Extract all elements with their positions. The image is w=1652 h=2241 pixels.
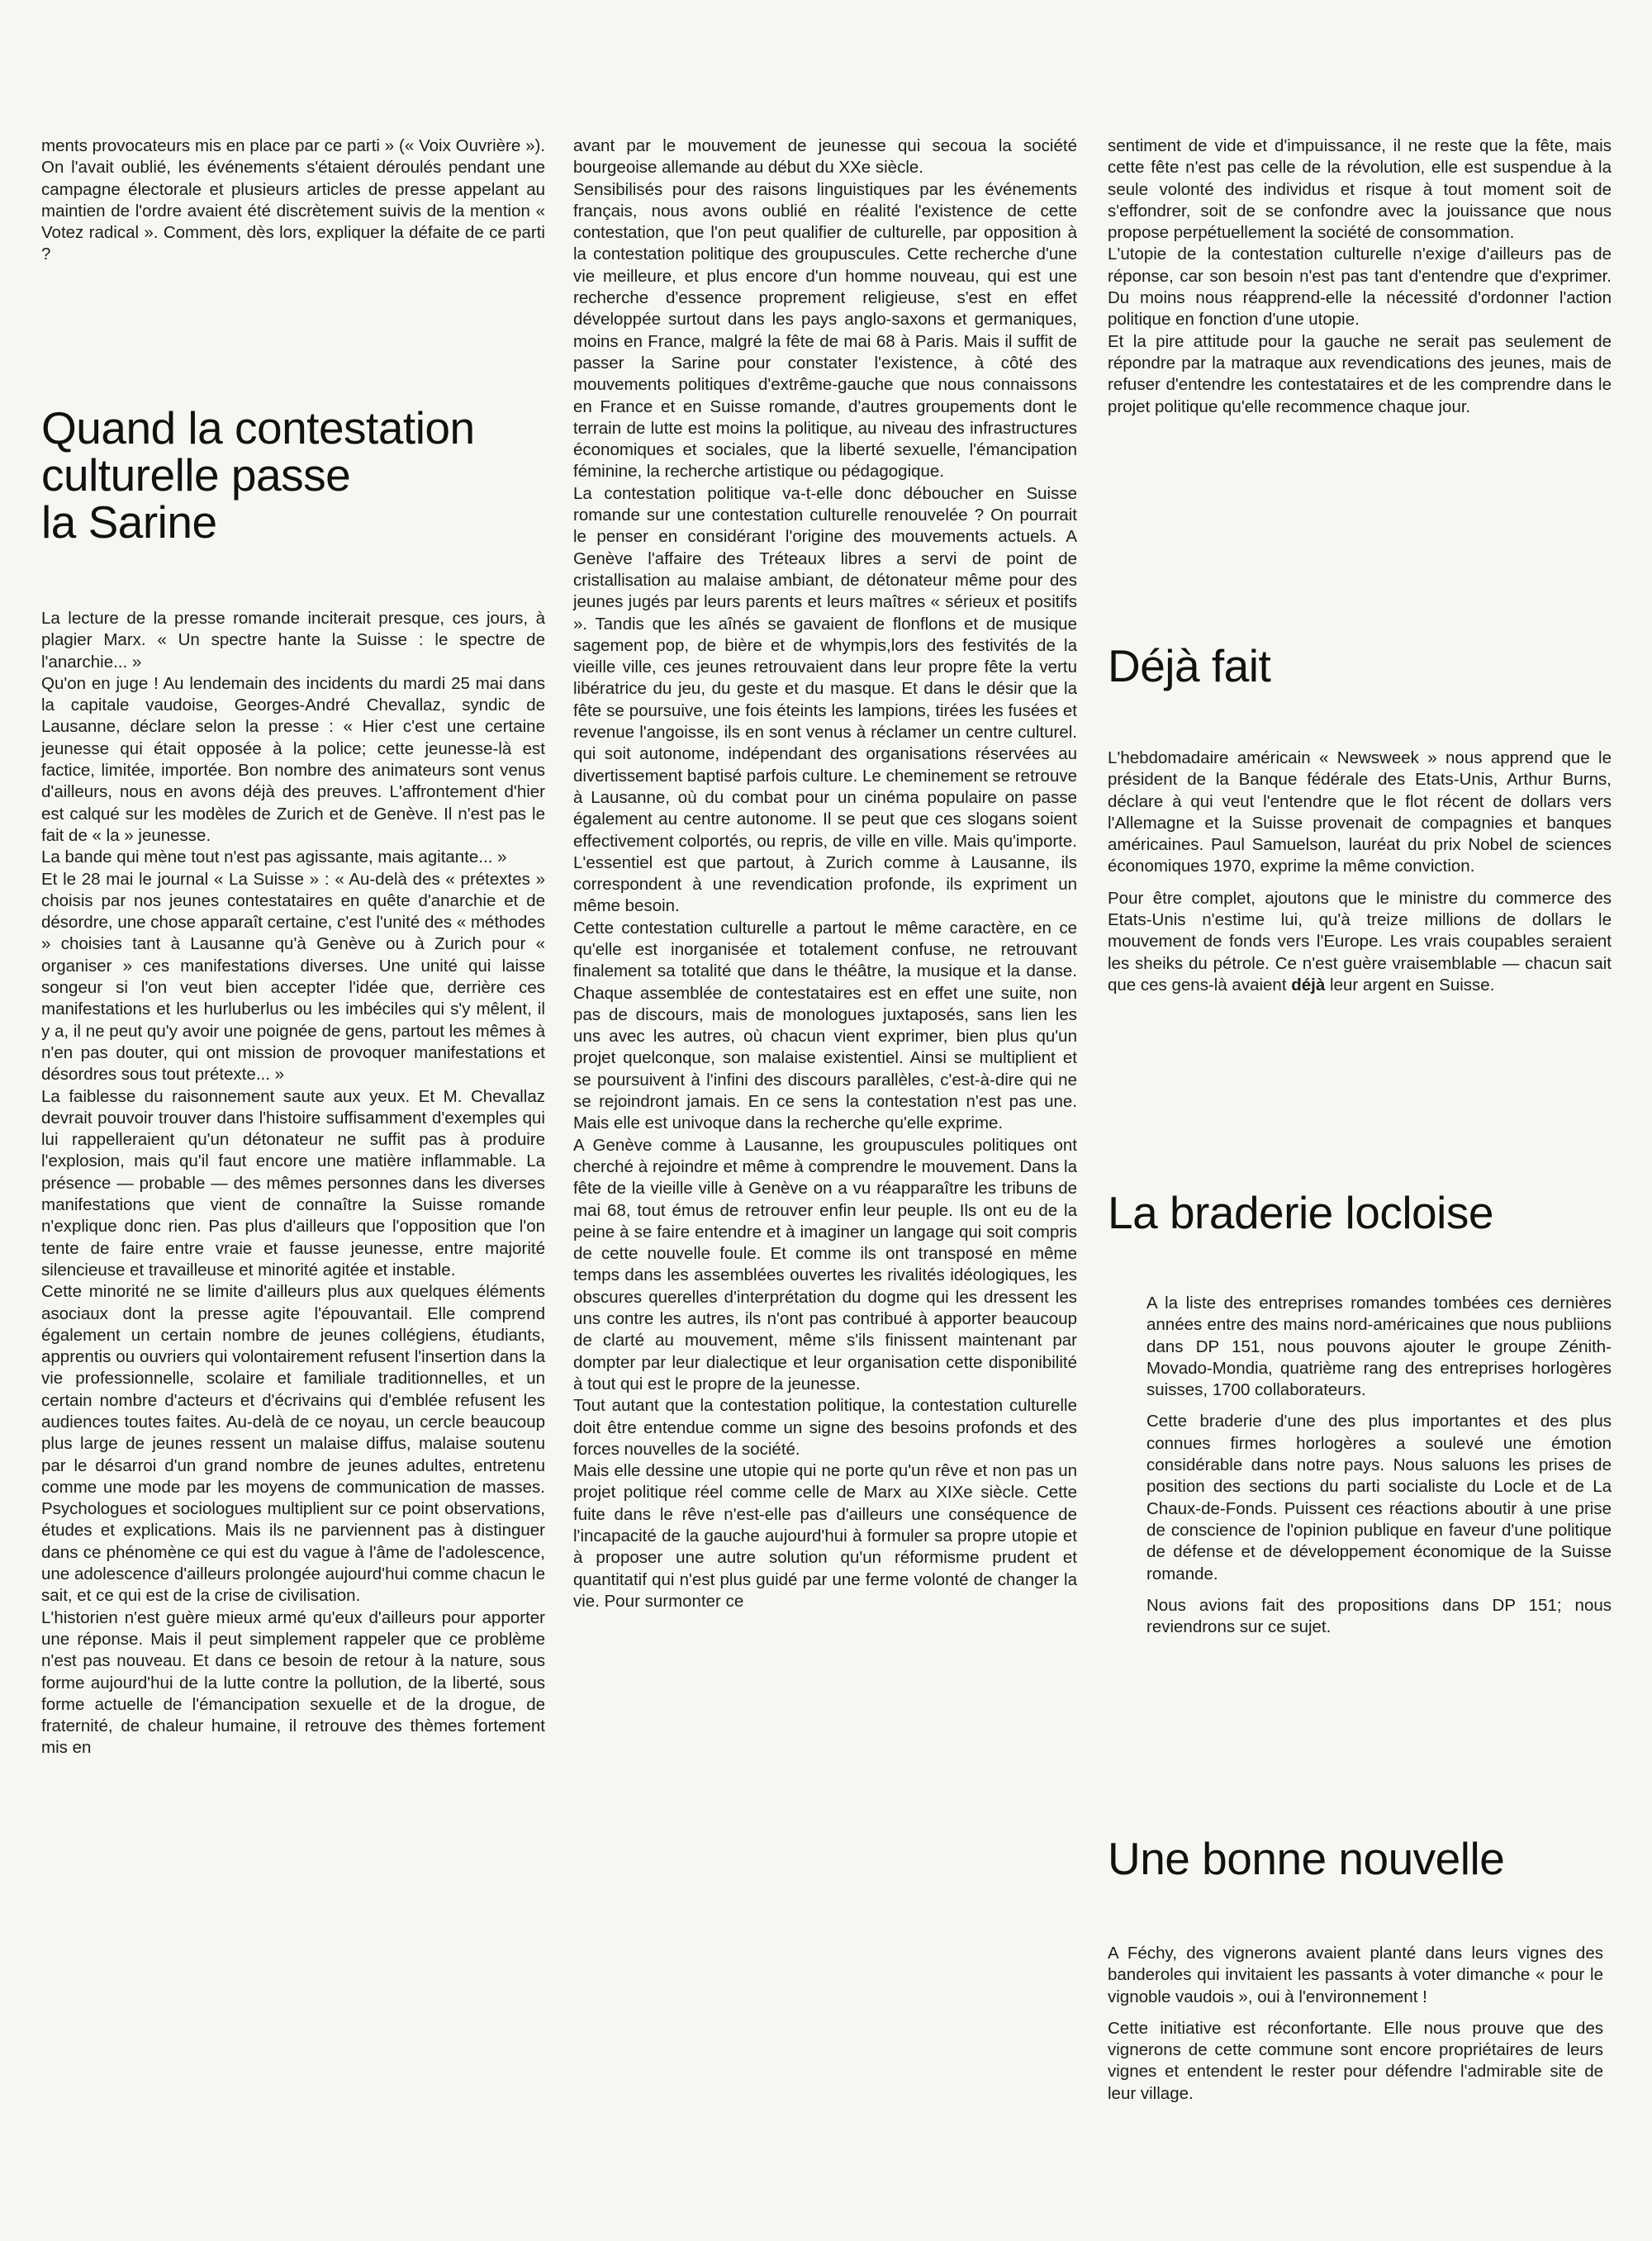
article-paragraph: Cette minorité ne se limite d'ailleurs plus aux quelques éléments asociaux dont la presse agite l'épouvantail. Elle comprend également un certain nombre de jeunes collégiens, étudiants, apprentis ou ouvriers qui volontairement refusent l'insertion dans la vie professionnelle, scolaire et familiale traditionnelles, et un certain nombre d'acteurs et d'écrivains qui d'emblée refusent les audiences toutes faites. Au-delà de ce noyau, un cercle beaucoup plus large de jeunes ressent un malaise diffus, malaise soutenu par le désarroi d'un grand nombre de jeunes adultes, entretenu comme une mode par les moyens de communication de masses. Psychologues et sociologues multiplient sur ce point observations, études et explications. Mais ils ne parviennent pas à distinguer dans ce phénomène ce qui est du vague à l'âme de l'adolescence, une adolescence d'ailleurs prolongée aujourd'hui comme chacun le sait, et ce qui est de la crise de civilisation.	[41, 1282, 545, 1606]
article-bonne-nouvelle	[1108, 1943, 1603, 2105]
article-paragraph: Qu'on en juge ! Au lendemain des incidents du mardi 25 mai dans la capitale vaudoise, Georges-André Chevallaz, syndic de Lausanne, déclare selon la presse : « Hier c'est une certaine jeunesse qui était opposée à la police; cette jeunesse-là est factice, limitée, importée. Bon nombre des animateurs sont venus d'ailleurs, nous en avons déjà des preuves. L'affrontement d'hier est calqué sur les modèles de Zurich et de Genève. Il n'est pas le fait de « la » jeunesse.	[41, 673, 545, 845]
headline-line: Quand la contestation	[41, 402, 475, 453]
headline-deja-fait: Déjà fait	[1108, 640, 1271, 691]
article-paragraph: A Genève comme à Lausanne, les groupuscules politiques ont cherché à rejoindre et même à comprendre le mouvement. Dans la fête de la vieille ville à Genève on a vu réapparaître les tribuns de mai 68, tout émus de retrouver enfin leur peuple. Ils ont eu de la peine à se faire entendre et à imaginer un langage qui soit compris de cette nouvelle foule. Et comme ils ont transposé en même temps dans les assemblées ouvertes les rivalités idéologiques, les obscures querelles d'interprétation du dogme qui les dressent les uns contre les autres, ils n'ont pas contribué à apporter beaucoup de clarté au mouvement, même s'ils finissent maintenant par dompter par leur dialectique et leur organisation cette disponibilité à tout qui est le propre de la jeunesse.	[573, 1135, 1077, 1394]
article-paragraph: La lecture de la presse romande inciterait presque, ces jours, à plagier Marx. « Un spectre hante la Suisse : le spectre de l'anarchie... »	[41, 609, 545, 672]
column-2	[573, 135, 1077, 1612]
article-contestation-col1	[41, 608, 545, 1759]
headline-bonne-nouvelle: Une bonne nouvelle	[1108, 1833, 1505, 1884]
column-3	[1108, 135, 1612, 418]
emphasis-text: déjà	[1291, 975, 1326, 995]
article-paragraph: L'historien n'est guère mieux armé qu'eux d'ailleurs pour apporter une réponse. Mais il peut simplement rappeler que ce problème n'est pas nouveau. Et dans ce besoin de retour à la nature, sous forme aujourd'hui de la lutte contre la pollution, de la liberté, sous forme actuelle de l'émancipation sexuelle et de la drogue, de fraternité, de chaleur humaine, il retrouve des thèmes fortement mis en	[41, 1607, 545, 1758]
article-paragraph: Sensibilisés pour des raisons linguistiques par les événements français, nous avons oublié en réalité l'existence de cette contestation, que l'on peut qualifier de culturelle, par opposition à la contestation politique des groupuscules. Cette recherche d'une vie meilleure, et plus encore d'un homme nouveau, qui est une recherche d'essence proprement religieuse, s'est en effet développée surtout dans les pays anglo-saxons et germaniques, moins en France, malgré la fête de mai 68 à Paris. Mais il suffit de passer la Sarine pour constater l'existence, à côté des mouvements politiques d'extrême-gauche que nous connaissons en France et en Suisse romande, d'autres groupements dont le terrain de lutte est moins la politique, au niveau des infrastructures économiques et sociales, que la liberté sexuelle, l'émancipation féminine, la recherche artistique ou pédagogique.	[573, 179, 1077, 482]
article-paragraph: La faiblesse du raisonnement saute aux yeux. Et M. Chevallaz devrait pouvoir trouver dans l'histoire suffisamment d'exemples qui lui rappelleraient qu'un détonateur ne suffit pas à produire l'explosion, mais qu'il faut encore une matière inflammable. La présence — probable — des mêmes personnes dans les diverses manifestations que vient de connaître la Suisse romande n'explique donc rien. Pas plus d'ailleurs que l'opposition que l'on tente de faire entre vraie et fausse jeunesse, entre majorité silencieuse et travailleuse et minorité agitée et instable.	[41, 1086, 545, 1280]
article-paragraph: Et la pire attitude pour la gauche ne serait pas seulement de répondre par la matraque aux revendications des jeunes, mais de refuser d'entendre les contestataires et de les comprendre dans le projet politique qu'elle recommence chaque jour.	[1108, 331, 1612, 416]
headline-line: culturelle passe	[41, 449, 351, 501]
article-paragraph: Cette initiative est réconfortante. Elle nous prouve que des vignerons de cette commune sont encore propriétaires de leurs vignes et entendent le rester pour défendre l'admirable site de leur village.	[1108, 2018, 1603, 2103]
text-run: leur argent en Suisse.	[1325, 975, 1495, 995]
intro-paragraph: ments provocateurs mis en place par ce parti » (« Voix Ouvrière »). On l'avait oublié, les événements s'étaient déroulés pendant une campagne électorale et plusieurs articles de presse appelant au maintien de l'ordre avaient été discrètement suivis de la mention « Votez radical ». Comment, dès lors, expliquer la défaite de ce parti ?	[41, 136, 545, 264]
article-paragraph: L'hebdomadaire américain « Newsweek » nous apprend que le président de la Banque fédérale des Etats-Unis, Arthur Burns, déclare à qui veut l'entendre que le flot récent de dollars vers l'Allemagne et la Suisse provenait de compagnies et banques américaines. Paul Samuelson, lauréat du prix Nobel de sciences économiques 1970, exprime la même conviction.	[1108, 748, 1612, 876]
article-paragraph: avant par le mouvement de jeunesse qui secoua la société bourgeoise allemande au début du XXe siècle.	[573, 136, 1077, 178]
article-paragraph: La bande qui mène tout n'est pas agissante, mais agitante... »	[41, 847, 507, 867]
headline-line: la Sarine	[41, 496, 217, 548]
article-paragraph	[1108, 888, 1612, 996]
article-deja-fait	[1108, 748, 1612, 996]
article-paragraph: L'utopie de la contestation culturelle n'exige d'ailleurs pas de réponse, car son besoin n'est pas tant d'entendre que d'exprimer. Du moins nous réapprend-elle la nécessité d'ordonner l'action politique en fonction d'une utopie.	[1108, 245, 1612, 330]
article-paragraph: Tout autant que la contestation politique, la contestation culturelle doit être entendue comme un signe des besoins profonds et des forces nouvelles de la société.	[573, 1396, 1077, 1459]
article-paragraph: A Féchy, des vignerons avaient planté dans leurs vignes des banderoles qui invitaient les passants à voter dimanche « pour le vignoble vaudois », oui à l'environnement !	[1108, 1944, 1603, 2006]
column-1	[41, 135, 545, 266]
article-paragraph: La contestation politique va-t-elle donc déboucher en Suisse romande sur une contestation culturelle renouvelée ? On pourrait le penser en considérant l'origine des mouvements actuels. A Genève l'affaire des Tréteaux libres a servi de point de cristallisation au malaise ambiant, de détonateur même pour des jeunes jugés par leurs parents et leurs maîtres « sérieux et positifs ». Tandis que les aînés se gavaient de flonflons et de musique sagement pop, de bière et de whympis,lors des festivités de la vieille ville, ces jeunes retrouvaient dans leur propre fête la vertu libératrice du jeu, du geste et du masque. Et dans le désir que la fête se poursuive, une fois éteints les lampions, tirées les fusées et revenue l'angoisse, ils en sont venus à réclamer un centre culturel. qui soit autonome, indépendant des organisations réservées au divertissement baptisé parfois culture. Le cheminement se retrouve à Lausanne, où du combat pour un cinéma populaire on passe également au centre autonome. Il se peut que ces slogans soient effectivement colportés, ou repris, de ville en ville. Mais qu'importe. L'essentiel est que partout, à Zurich comme à Lausanne, ils correspondent à une revendication profonde, ils expriment un même besoin.	[573, 483, 1077, 916]
headline-braderie: La braderie locloise	[1108, 1187, 1493, 1238]
headline-contestation	[41, 402, 475, 548]
article-paragraph: Cette braderie d'une des plus importantes et des plus connues firmes horlogères a soulevé une émotion considérable dans notre pays. Nous saluons les prises de position des sections du parti socialiste du Locle et de La Chaux-de-Fonds. Puissent ces réactions aboutir à une prise de conscience de l'opinion publique en faveur d'une politique de défense et de développement économique de la Suisse romande.	[1146, 1412, 1612, 1583]
article-paragraph: A la liste des entreprises romandes tombées ces dernières années entre des mains nord-américaines que nous publiions dans DP 151, nous pouvons ajouter le groupe Zénith-Movado-Mondia, quatrième rang des entreprises horlogères suisses, 1700 collaborateurs.	[1146, 1294, 1612, 1400]
article-paragraph: sentiment de vide et d'impuissance, il ne reste que la fête, mais cette fête n'est pas celle de la révolution, elle est suspendue à la seule volonté des individus et risque à tout moment soit de s'effondrer, soit de se confondre avec la jouissance que nous propose perpétuellement la société de consommation.	[1108, 136, 1612, 243]
article-paragraph: Mais elle dessine une utopie qui ne porte qu'un rêve et non pas un projet politique réel comme celle de Marx au XIXe siècle. Cette fuite dans le rêve n'est-elle pas d'ailleurs une conséquence de l'incapacité de la gauche aujourd'hui à formuler sa propre utopie et à proposer une autre solution qu'un réformisme prudent et quantitatif qui n'est plus guidé par une ferme volonté de changer la vie. Pour surmonter ce	[573, 1461, 1077, 1611]
article-paragraph: Et le 28 mai le journal « La Suisse » : « Au-delà des « prétextes » choisis par nos jeunes contestataires en quête d'anarchie et de désordre, une chose apparaît certaine, c'est l'unité des « méthodes » choisies tant à Lausanne qu'à Genève ou à Zurich pour « organiser » ces manifestations diverses. Une unité qui laisse songeur si l'on veut bien accepter l'idée que, derrière ces manifestations et les hurluberlus ou les imbéciles qui s'y mêlent, il y a, il ne peut qu'y avoir une poignée de gens, partout les mêmes à n'en pas douter, qui ont mission de provoquer manifestations et désordres sous tout prétexte... »	[41, 869, 545, 1085]
text-run: Pour être complet, ajoutons que le ministre du commerce des Etats-Unis n'estime lui, qu'à treize millions de dollars le mouvement de fonds vers l'Europe. Les vrais coupables seraient les sheiks du pétrole. Ce n'est guère vraisemblable — chacun sait que ces gens-là avaient	[1108, 888, 1612, 995]
article-paragraph: Nous avions fait des propositions dans DP 151; nous reviendrons sur ce sujet.	[1146, 1595, 1612, 1637]
article-paragraph: Cette contestation culturelle a partout le même caractère, en ce qu'elle est inorganisée et totalement confuse, ne retrouvant finalement sa totalité que dans le théâtre, la musique et la danse. Chaque assemblée de contestataires est en effet une suite, non pas de discours, mais de monologues juxtaposés, sans lien les uns avec les autres, où chacun vient exprimer, bien plus qu'un projet quelconque, son malaise existentiel. Ainsi se multiplient et se poursuivent à l'infini des discours parallèles, c'est-à-dire qui ne se rejoindront jamais. En ce sens la contestation n'est pas une. Mais elle est univoque dans la recherche qu'elle exprime.	[573, 918, 1077, 1133]
article-braderie	[1146, 1293, 1612, 1638]
